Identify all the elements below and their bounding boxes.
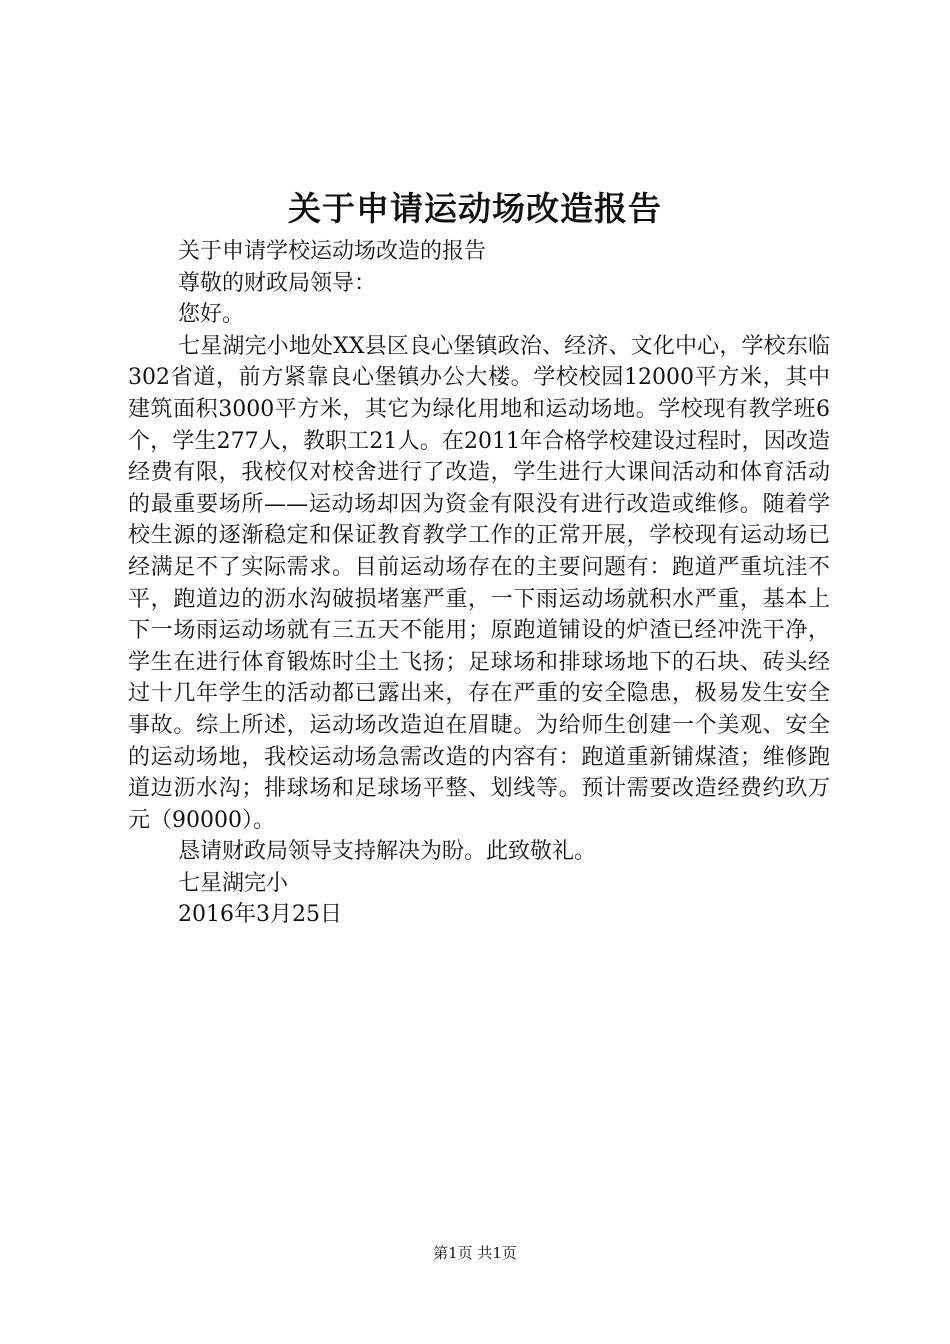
document-subtitle: 关于申请学校运动场改造的报告: [178, 239, 487, 264]
greeting: 您好。: [178, 302, 245, 328]
signature: 七星湖完小: [178, 870, 289, 896]
date-line: 2016年3月25日: [178, 902, 342, 928]
salutation: 尊敬的财政局领导：: [178, 270, 377, 296]
page-footer: 第1页 共1页: [433, 1244, 517, 1262]
body-paragraph: 七星湖完小地处XX县区良心堡镇政治、经济、文化中心，学校东临302省道，前方紧靠良心堡镇办公大楼。学校校园12000平方米，其中建筑面积3000平方米，其它为绿化用地和运动场地。学校现有教学班6个，学生277人，教职工21人。在2011年合格学校建设过程时，因改造经费有限，我校仅对校舍进行了改造，学生进行大课间活动和体育活动的最重要场所——运动场却因为资金有限没有进行改造或维修。随着学校生源的逐渐稳定和保证教育教学工作的正常开展，学校现有运动场已经满足不了实际需求。目前运动场存在的主要问题有：跑道严重坑洼不平，跑道边的沥水沟破损堵塞严重，一下雨运动场就积水严重，基本上下一场雨运动场就有三五天不能用；原跑道铺设的炉渣已经冲洗干净，学生在进行体育锻炼时尘土飞扬；足球场和排球场地下的石块、砖头经过十几年学生的活动都已露出来，存在严重的安全隐患，极易发生安全事故。综上所述，运动场改造迫在眉睫。为给师生创建一个美观、安全的运动场地，我校运动场急需改造的内容有：跑道重新铺煤渣；维修跑道边沥水沟；排球场和足球场平整、划线等。预计需要改造经费约玖万元（90000）。: [128, 333, 830, 833]
document-body: [128, 236, 830, 931]
closing-line: 恳请财政局领导支持解决为盼。此致敬礼。: [178, 839, 597, 865]
document-title: 关于申请运动场改造报告: [288, 189, 662, 228]
